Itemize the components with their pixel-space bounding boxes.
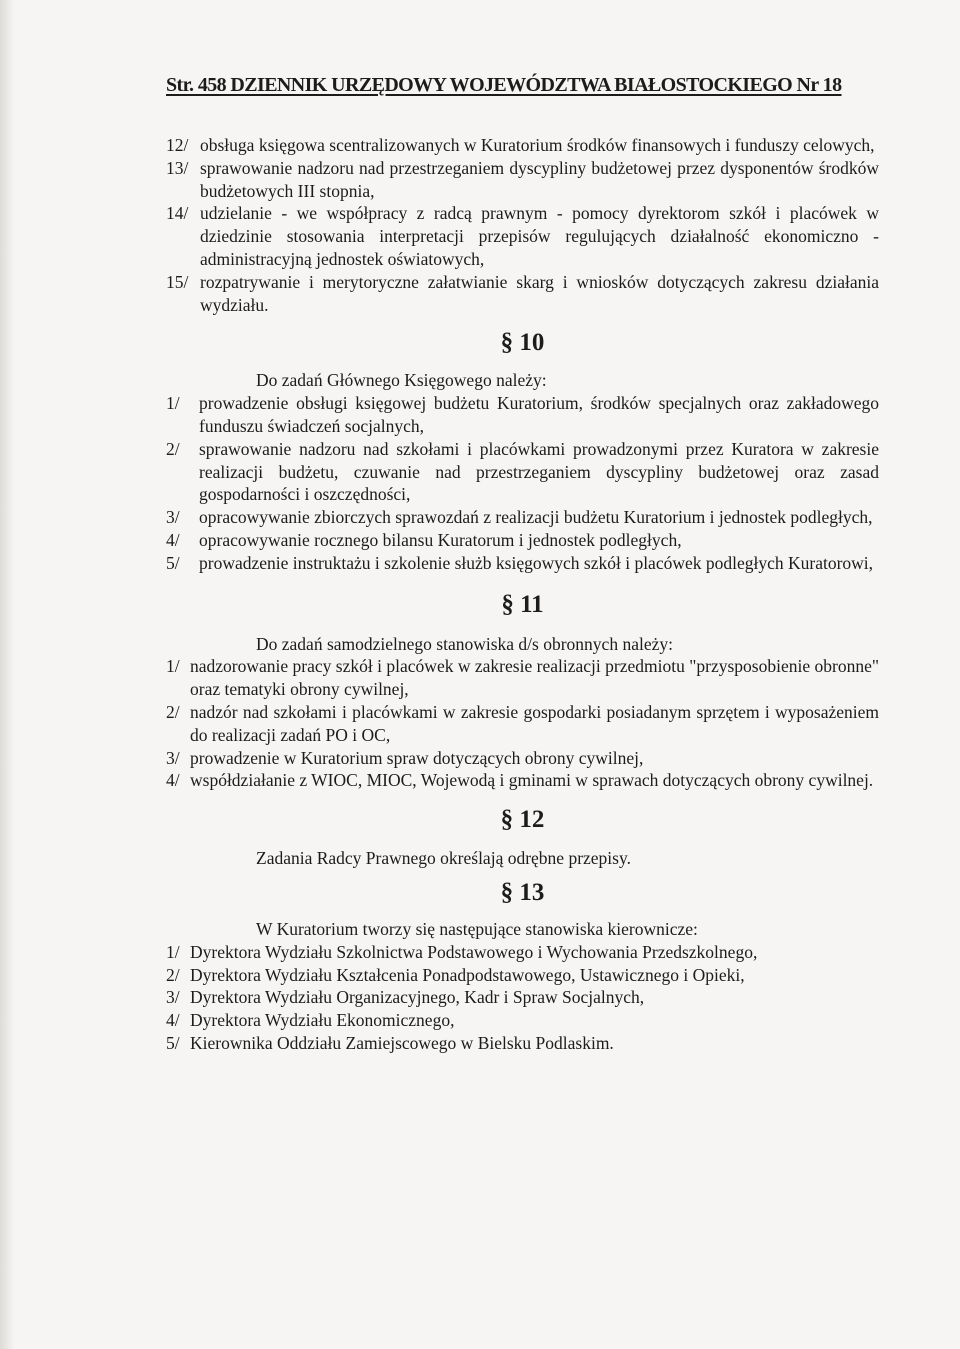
item-number: 3/ (166, 507, 180, 528)
list-item (166, 986, 879, 1009)
item-text: prowadzenie instruktażu i szkolenie służb księgowych szkół i placówek podległych Kuratorowi, (199, 552, 874, 573)
list-item (166, 655, 879, 701)
section-11-heading: § 11 (501, 590, 544, 618)
item-number: 2/ (166, 438, 180, 459)
item-text: Dyrektora Wydziału Organizacyjnego, Kadr i Spraw Socjalnych, (190, 987, 645, 1008)
list-item (166, 438, 879, 506)
section-10-list (166, 392, 879, 574)
item-text: Dyrektora Wydziału Ekonomicznego, (190, 1010, 455, 1031)
item-text: Dyrektora Wydziału Szkolnictwa Podstawowego i Wychowania Przedszkolnego, (190, 941, 758, 962)
item-text: rozpatrywanie i merytoryczne załatwianie skarg i wniosków dotyczących zakresu działania wydziału. (200, 271, 879, 315)
section-13-heading: § 13 (500, 878, 545, 906)
list-item (166, 1032, 879, 1055)
page-header: Str. 458 DZIENNIK URZĘDOWY WOJEWÓDZTWA BIAŁOSTOCKIEGO Nr 18 (166, 74, 842, 96)
item-number: 15/ (166, 271, 189, 292)
item-text: prowadzenie obsługi księgowej budżetu Kuratorium, środków specjalnych oraz zakładowego funduszu świadczeń socjalnych, (199, 393, 879, 436)
section-11-list (166, 655, 879, 792)
item-number: 4/ (166, 529, 180, 550)
list-item (166, 134, 879, 157)
list-item (166, 157, 879, 203)
list-item (166, 392, 879, 438)
item-text: współdziałanie z WIOC, MIOC, Wojewodą i gminami w sprawach dotyczących obrony cywilnej. (190, 770, 874, 791)
item-text: sprawowanie nadzoru nad szkołami i placówkami prowadzonymi przez Kuratora w zakresie realizacji budżetu, czuwanie nad przestrzeganiem dyscypliny budżetowej oraz zasad gospodarności i oszczędności, (199, 438, 879, 505)
list-item (166, 701, 879, 747)
item-number: 13/ (166, 157, 189, 178)
item-text: opracowywanie zbiorczych sprawozdań z realizacji budżetu Kuratorium i jednostek podległych, (199, 507, 873, 528)
item-number: 1/ (166, 393, 180, 414)
item-number: 2/ (166, 701, 180, 722)
list-item (166, 202, 879, 270)
section-12-text: Zadania Radcy Prawnego określają odrębne przepisy. (256, 848, 631, 869)
item-number: 5/ (166, 1032, 180, 1053)
item-text: obsługa księgowa scentralizowanych w Kuratorium środków finansowych i funduszy celowych, (200, 135, 875, 155)
section-11-intro: Do zadań samodzielnego stanowiska d/s obronnych należy: (256, 633, 673, 654)
list-item (166, 769, 879, 792)
item-text: opracowywanie rocznego bilansu Kuratorum i jednostek podległych, (199, 529, 682, 550)
section-12-heading: § 12 (500, 806, 545, 834)
item-number: 1/ (166, 941, 180, 962)
list-item (166, 552, 879, 575)
list-item (166, 506, 879, 529)
list-item (166, 941, 879, 964)
item-text: sprawowanie nadzoru nad przestrzeganiem dyscypliny budżetowej przez dysponentów środków budżetowych III stopnia, (200, 157, 879, 201)
item-number: 1/ (166, 656, 180, 677)
scan-edge-shadow (0, 0, 14, 1349)
item-number: 4/ (166, 770, 180, 791)
item-text: Kierownika Oddziału Zamiejscowego w Bielsku Podlaskim. (190, 1032, 614, 1053)
list-item (166, 964, 879, 987)
item-number: 2/ (166, 964, 180, 985)
item-number: 12/ (166, 135, 189, 155)
item-text: prowadzenie w Kuratorium spraw dotyczących obrony cywilnej, (190, 747, 644, 768)
item-number: 3/ (166, 747, 180, 768)
item-number: 4/ (166, 1010, 180, 1031)
item-number: 3/ (166, 987, 180, 1008)
section-13-intro: W Kuratorium tworzy się następujące stanowiska kierownicze: (256, 918, 698, 939)
task-list-continued (166, 134, 879, 316)
item-text: nadzór nad szkołami i placówkami w zakresie gospodarki posiadanym sprzętem i wyposażeniem do realizacji zadań PO i OC, (190, 701, 879, 745)
section-10-intro: Do zadań Głównego Księgowego należy: (256, 370, 547, 391)
section-13-list (166, 941, 879, 1055)
section-10-heading: § 10 (500, 329, 545, 357)
list-item (166, 1009, 879, 1032)
list-item (166, 271, 879, 317)
page-content (166, 134, 879, 1055)
list-item (166, 529, 879, 552)
item-text: Dyrektora Wydziału Kształcenia Ponadpodstawowego, Ustawicznego i Opieki, (190, 964, 745, 985)
item-number: 14/ (166, 203, 189, 224)
item-number: 5/ (166, 552, 180, 573)
list-item (166, 747, 879, 770)
item-text: udzielanie - we współpracy z radcą prawnym - pomocy dyrektorom szkół i placówek w dziedzinie stosowania interpretacji przepisów regulujących działalność ekonomiczno - administracyjną jednostek oświatowych, (200, 203, 879, 269)
item-text: nadzorowanie pracy szkół i placówek w zakresie realizacji przedmiotu "przysposobienie obronne" oraz tematyki obrony cywilnej, (190, 656, 879, 700)
